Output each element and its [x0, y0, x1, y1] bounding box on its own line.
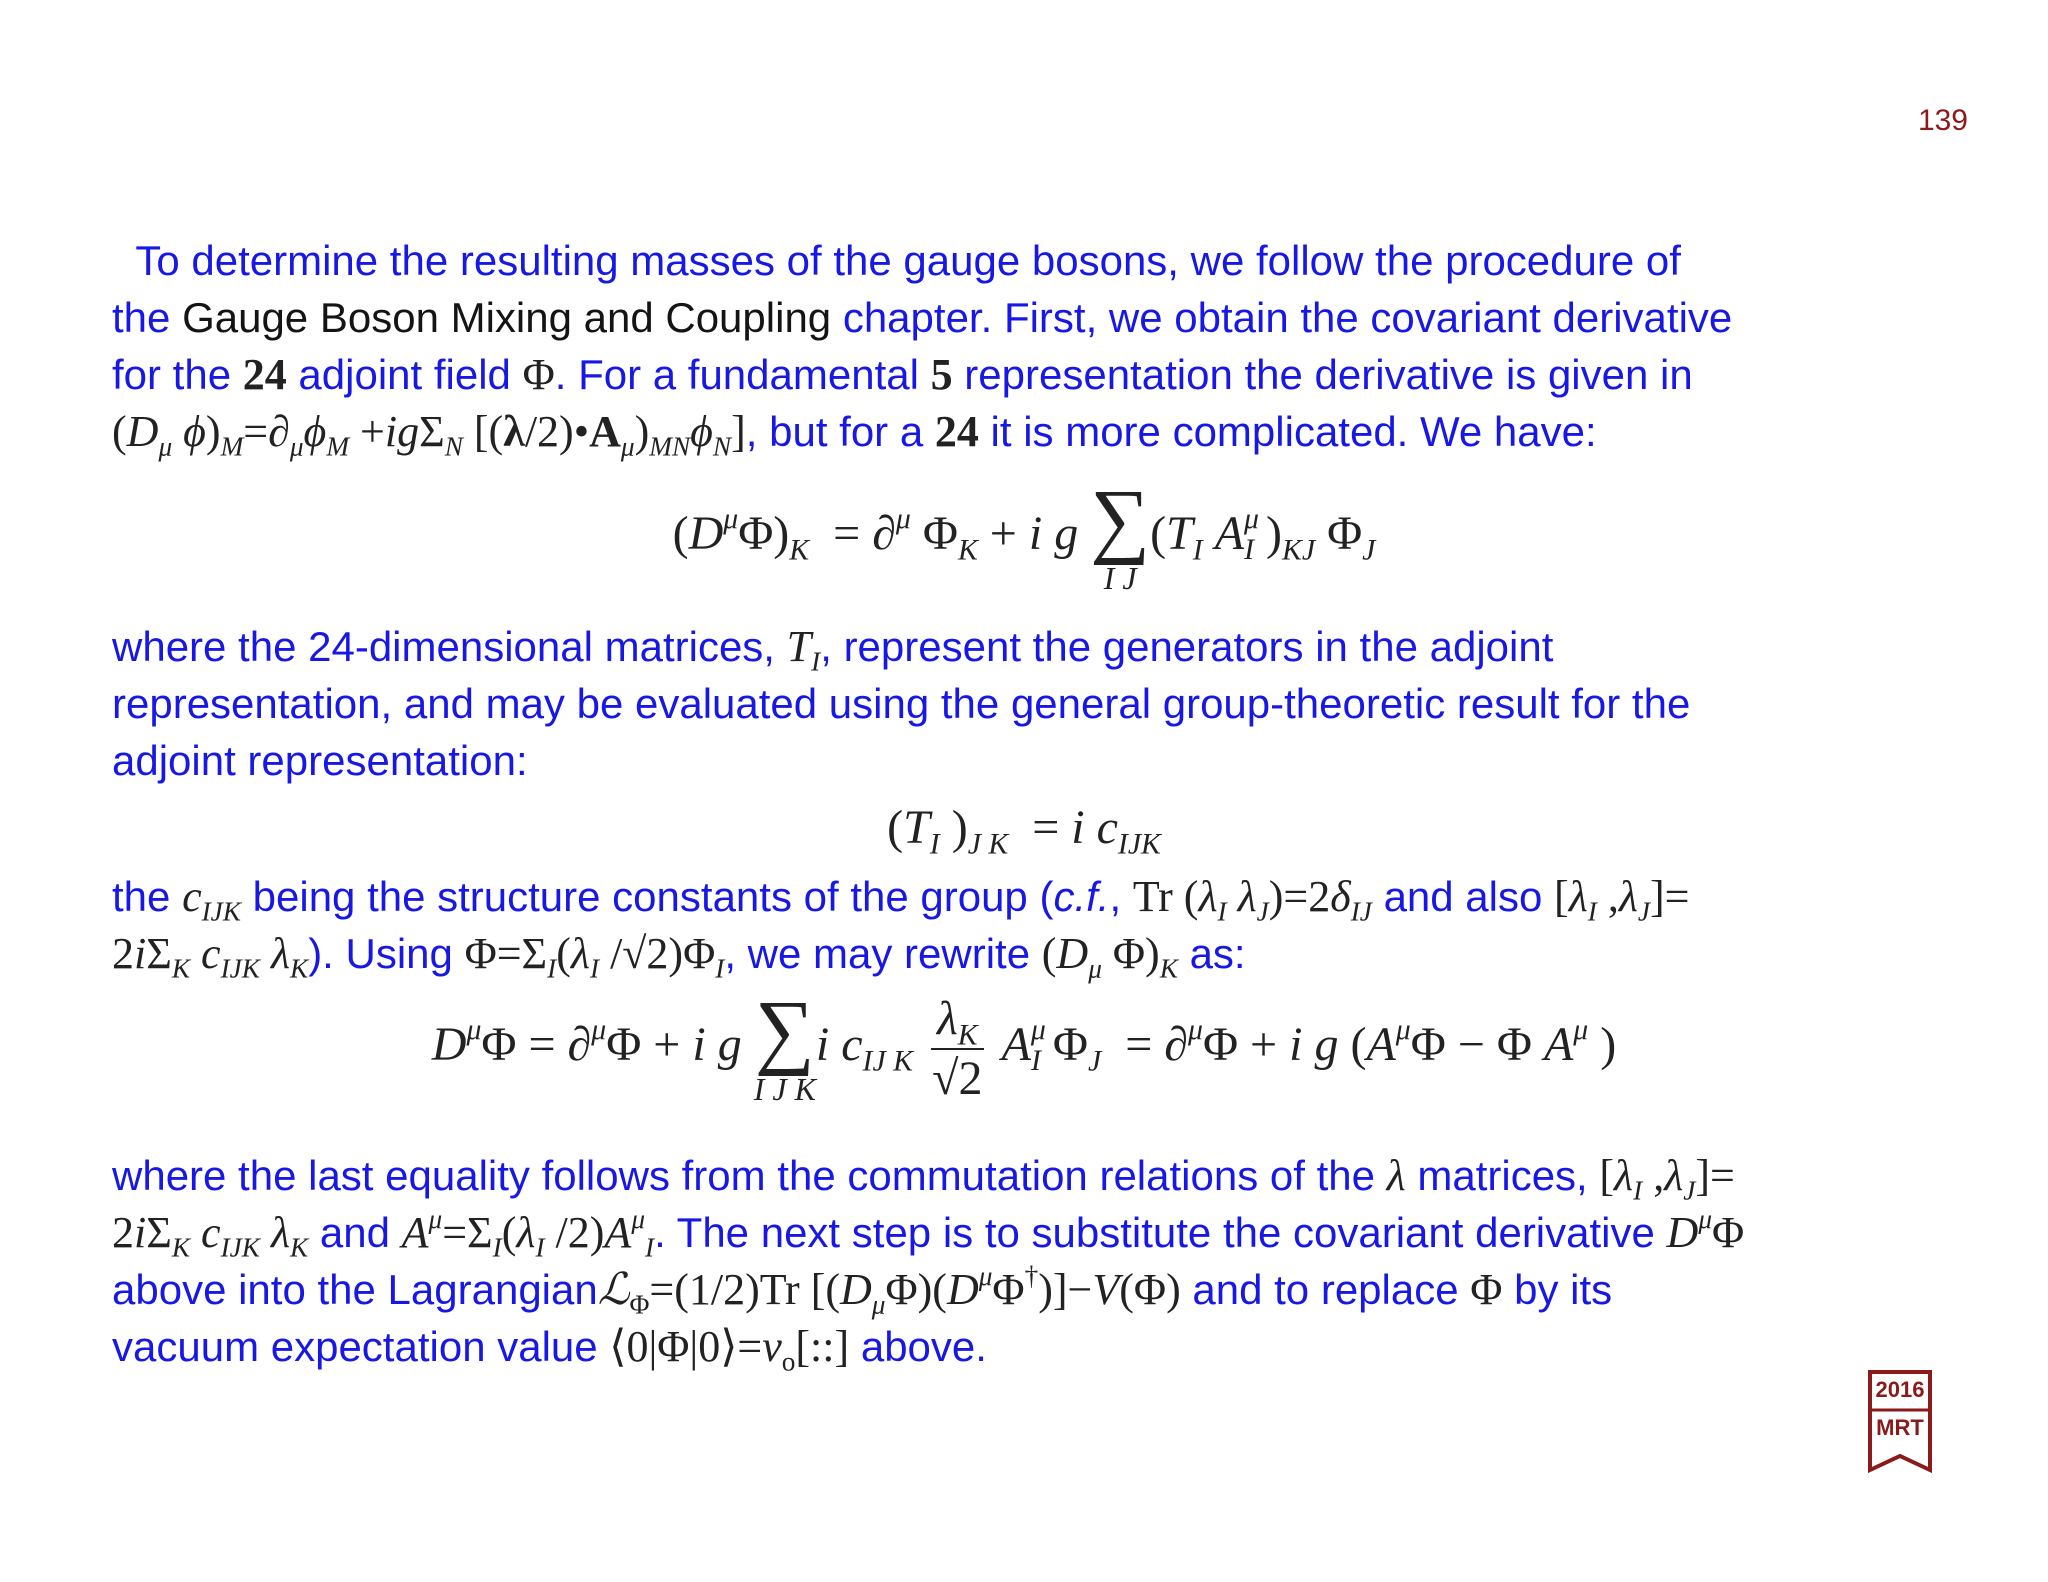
chapter-reference-link[interactable]: Gauge Boson Mixing and Coupling: [182, 294, 832, 341]
equation-adjoint-covariant-derivative: $(D^\mu\Phi)_K = \partial^\mu$ $\Phi_K + i$ g ∑ I J ($T_I$ $A^\mu_I$ )$_{KJ}$ $\Phi_J$: [672, 473, 1376, 596]
paragraph-structure-constants: the $c_{IJK}$ being the structure constants of the group (c.f., Tr ($\lambda_I$ $\lambda_J)=2\delta_{IJ}$ and also [$\lambda_I$ $,\lambda_J]=$ $2i\Sigma_K$ $c_{IJK}$ $\lambda_K$). Using $\Phi=\Sigma_I(\lambda_I$ $/√2)\Phi_I$, we may rewrite ($D_\mu$ $\Phi)_K$ as:: [112, 872, 1690, 984]
equation-commutator-form: $D^\mu\Phi = \partial^\mu\Phi + i$ g ∑ I J K i $c_{IJ K}$ $\frac{\lambda_K}{√2}$ $A^\mu_I$ $\Phi_J = \partial^\mu\Phi + i$ g ($A^\mu\Phi - \Phi$ $A^\mu$ ): [431, 984, 1617, 1107]
logo-initials: MRT: [1876, 1415, 1924, 1440]
paragraph-intro: To determine the resulting masses of the gauge bosons, we follow the procedure of the Gauge Boson Mixing and Coupling chapter. First, we obtain the covariant derivative for the 24 adjoint field Φ. For a fundamental 5 representation the derivative is given in ($D_\mu$ $\phi)_M=\partial_\mu\phi_M +ig\Sigma_N$ $[(\lambda/2)•A_\mu)_{MN}\phi_N$], but for a 24 it is more complicated. We have:: [112, 237, 1733, 462]
fundamental-derivative-formula: ($D_\mu$ $\phi)_M=\partial_\mu\phi_M +ig\Sigma_N$ $[(\lambda/2)•A_\mu)_{MN}\phi_N$]: [112, 407, 746, 462]
logo-year: 2016: [1875, 1377, 1925, 1402]
mrt-2016-logo: [1868, 1370, 1932, 1474]
paragraph-lagrangian: where the last equality follows from the commutation relations of the λ matrices, [$\lambda_I$ $,\lambda_J]=$ $2i\Sigma_K$ $c_{IJK}$ $\lambda_K$ and $A^\mu=\Sigma_I(\lambda_I$ $/2)A^\mu_I$. The next step is to substitute the covariant derivative $D^\mu\Phi$ above into the Lagrangianℒ$_\Phi$=(1/2)Tr $[(D_\mu\Phi)(D^\mu\Phi^\dagger)]-V(\Phi)$ and to replace Φ by its vacuum expectation value $⟨0|\Phi|0⟩=v_o[::]$ above.: [112, 1151, 1745, 1377]
paragraph-generators: where the 24-dimensional matrices, $T_I$, represent the generators in the adjoint representation, and may be evaluated using the general group-theoretic result for the adjoint representation:: [112, 622, 1691, 784]
page-number: 139: [1917, 104, 1968, 137]
equation-adjoint-generator: ($T_I$ )$_{J K} = i$ $c_{IJK}$: [887, 801, 1161, 861]
